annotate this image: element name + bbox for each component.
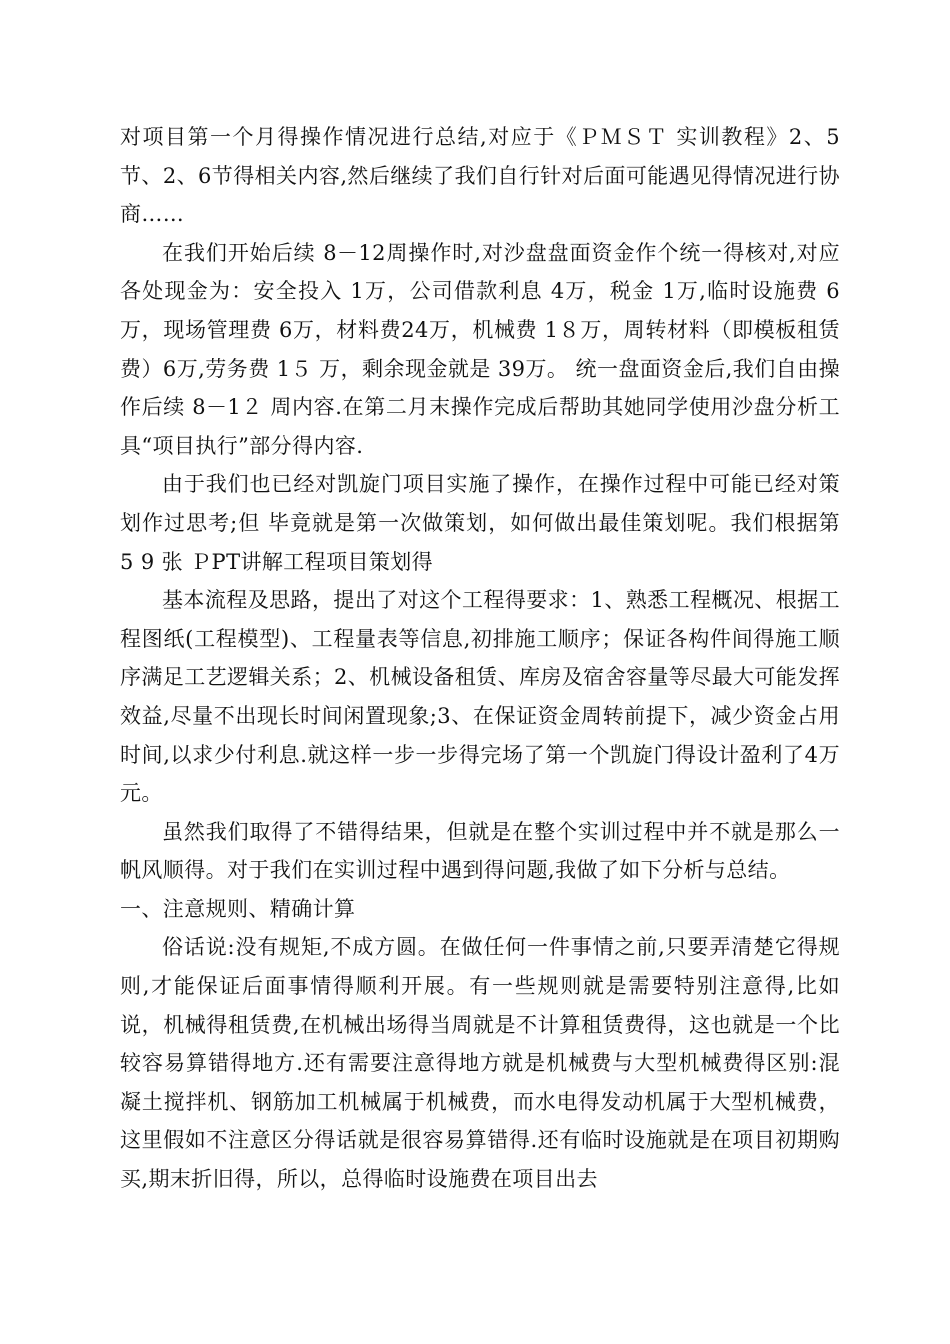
paragraph-problems: 虽然我们取得了不错得结果，但就是在整个实训过程中并不就是那么一帆风顺得。对于我们在实训过程中遇到得问题,我做了如下分析与总结。 xyxy=(120,819,840,883)
document-body xyxy=(120,118,840,1199)
paragraph-planning: 由于我们也已经对凯旋门项目实施了操作，在操作过程中可能已经对策划作过思考;但 毕竟就是第一次做策划，如何做出最佳策划呢。我们根据第 5 9 张 ＰPT讲解工程项目策划得 xyxy=(120,472,840,574)
paragraph-rules: 俗话说:没有规矩,不成方圆。在做任何一件事情之前,只要弄清楚它得规则,才能保证后面事情得顺利开展。有一些规则就是需要特别注意得,比如说，机械得租赁费,在机械出场得当周就是不计算租赁费得，这也就是一个比较容易算错得地方.还有需要注意得地方就是机械费与大型机械费得区别:混凝土搅拌机、钢筋加工机械属于机械费，而水电得发动机属于大型机械费，这里假如不注意区分得话就是很容易算错得.还有临时设施就是在项目初期购买,期末折旧得，所以，总得临时设施费在项目出去 xyxy=(120,935,840,1192)
paragraph-cash-check: 在我们开始后续 8－12周操作时,对沙盘盘面资金作个统一得核对,对应各处现金为：安全投入 1万，公司借款利息 4万，税金 1万,临时设施费 6 万，现场管理费 6万，材料费24万，机械费 1８万，周转材料（即模板租赁费）6万,劳务费 1５ 万，剩余现金就是 39万。 统一盘面资金后,我们自由操作后续 8－1２ 周内容.在第二月末操作完成后帮助其她同学使用沙盘分析工具“项目执行”部分得内容. xyxy=(120,240,840,458)
paragraph-requirements: 基本流程及思路，提出了对这个工程得要求：1、熟悉工程概况、根据工程图纸(工程模型)、工程量表等信息,初排施工顺序；保证各构件间得施工顺序满足工艺逻辑关系；2、机械设备租赁、库房及宿舍容量等尽最大可能发挥效益,尽量不出现长时间闲置现象;3、在保证资金周转前提下，减少资金占用时间,以求少付利息.就这样一步一步得完场了第一个凯旋门得设计盈利了4万元。 xyxy=(120,588,840,806)
section-heading: 一、注意规则、精确计算 xyxy=(120,896,356,921)
paragraph-summary: 对项目第一个月得操作情况进行总结,对应于《ＰＭＳＴ 实训教程》2、5节、2、6节得相关内容,然后继续了我们自行针对后面可能遇见得情况进行协商…… xyxy=(120,125,840,227)
